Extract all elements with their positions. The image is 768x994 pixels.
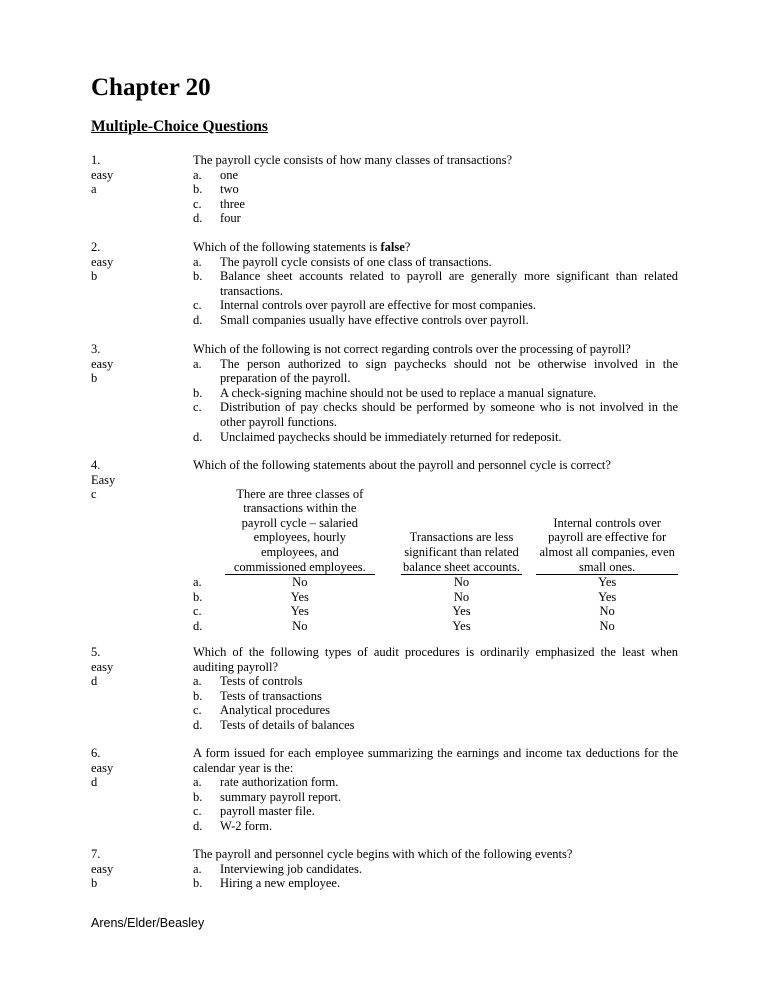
option-text: one bbox=[220, 167, 239, 182]
option-letter: d. bbox=[193, 618, 203, 633]
option bbox=[193, 819, 678, 834]
matrix-header: Transactions are less significant than related balance sheet accounts. bbox=[401, 530, 523, 575]
option-text: W-2 form. bbox=[220, 818, 273, 833]
option-text: two bbox=[220, 182, 239, 197]
option-text: Tests of controls bbox=[220, 674, 303, 689]
option-letter: b. bbox=[193, 385, 203, 400]
question-1 bbox=[91, 153, 678, 226]
matrix-cell: No bbox=[292, 618, 308, 633]
answer-matrix bbox=[193, 487, 678, 634]
option-letter: b. bbox=[193, 688, 203, 703]
question-meta bbox=[91, 847, 181, 891]
option-letter: a. bbox=[193, 356, 202, 371]
option bbox=[193, 775, 678, 790]
option-text: The payroll cycle consists of one class of transactions. bbox=[220, 254, 492, 269]
option-text: Analytical procedures bbox=[220, 703, 331, 718]
question-meta bbox=[91, 153, 181, 197]
option-letter: c. bbox=[193, 804, 202, 819]
option bbox=[193, 182, 678, 197]
option bbox=[193, 255, 678, 270]
matrix-cell: Yes bbox=[598, 589, 617, 604]
matrix-header-row bbox=[220, 487, 678, 576]
matrix-cell: No bbox=[599, 618, 615, 633]
option-letter: d. bbox=[193, 818, 203, 833]
option-text: Distribution of pay checks should be performed by someone who is not involved in the other payroll functions. bbox=[220, 400, 678, 429]
option-letter: b. bbox=[193, 789, 203, 804]
option bbox=[193, 269, 678, 298]
option bbox=[193, 386, 678, 401]
matrix-cell: No bbox=[453, 575, 470, 590]
option-text: Unclaimed paychecks should be immediately returned for redeposit. bbox=[220, 429, 562, 444]
page-footer: Arens/Elder/Beasley bbox=[91, 916, 205, 930]
option bbox=[193, 211, 678, 226]
option bbox=[193, 876, 678, 891]
option-text: four bbox=[220, 211, 241, 226]
option-letter: b. bbox=[193, 269, 203, 284]
option-letter: a. bbox=[193, 861, 202, 876]
option-letter: d. bbox=[193, 312, 203, 327]
option bbox=[193, 689, 678, 704]
option-text: Tests of transactions bbox=[220, 688, 322, 703]
option bbox=[193, 703, 678, 718]
option-text: Tests of details of balances bbox=[220, 717, 355, 732]
question-meta bbox=[91, 240, 181, 284]
matrix-cell: Yes bbox=[290, 589, 309, 604]
option bbox=[193, 804, 678, 819]
option-text: Interviewing job candidates. bbox=[220, 861, 362, 876]
question-number: 5. bbox=[91, 645, 101, 659]
option-text: Balance sheet accounts related to payroll are generally more significant than related transactions. bbox=[220, 269, 678, 298]
question-meta bbox=[91, 458, 181, 502]
question-stem: Which of the following types of audit procedures is ordinarily emphasized the least when auditing payroll? bbox=[193, 645, 678, 674]
option-letter: c. bbox=[193, 703, 202, 718]
matrix-cell: No bbox=[453, 589, 470, 604]
question-answer: b bbox=[91, 269, 98, 284]
question-6 bbox=[91, 746, 678, 834]
question-number: 2. bbox=[91, 240, 101, 254]
matrix-row bbox=[193, 619, 678, 634]
option-letter: c. bbox=[193, 400, 202, 415]
option-letter: a. bbox=[193, 674, 202, 689]
option-text: The person authorized to sign paychecks should not be otherwise involved in the preparation of the payroll. bbox=[220, 356, 678, 386]
option bbox=[193, 298, 678, 313]
question-number: 1. bbox=[91, 153, 101, 167]
matrix-header: There are three classes of transactions within the payroll cycle – salaried employees, hourly employees, and commissioned employees. bbox=[225, 487, 375, 576]
option-letter: b. bbox=[193, 876, 203, 891]
question-2 bbox=[91, 240, 678, 328]
option bbox=[193, 790, 678, 805]
option-letter: a. bbox=[193, 775, 202, 790]
question-meta bbox=[91, 342, 181, 386]
matrix-cell: No bbox=[599, 604, 615, 619]
option-letter: d. bbox=[193, 211, 203, 226]
matrix-row bbox=[193, 604, 678, 619]
question-number: 7. bbox=[91, 847, 101, 861]
option-text: Internal controls over payroll are effective for most companies. bbox=[220, 298, 536, 313]
matrix-cell: Yes bbox=[598, 575, 617, 590]
matrix-cell: Yes bbox=[452, 604, 471, 619]
question-answer: b bbox=[91, 371, 98, 386]
option-text: three bbox=[220, 196, 245, 211]
option-letter: d. bbox=[193, 429, 203, 444]
question-stem: The payroll cycle consists of how many classes of transactions? bbox=[193, 153, 513, 167]
question-answer: c bbox=[91, 487, 97, 502]
matrix-row bbox=[193, 590, 678, 605]
option-text: summary payroll report. bbox=[220, 789, 342, 804]
question-difficulty: easy bbox=[91, 254, 114, 269]
matrix-cell: No bbox=[292, 575, 308, 590]
option bbox=[193, 400, 678, 429]
question-difficulty: easy bbox=[91, 760, 114, 775]
stem-text: Which of the following statements is bbox=[193, 240, 381, 254]
question-stem: The payroll and personnel cycle begins with which of the following events? bbox=[193, 847, 573, 861]
option-letter: c. bbox=[193, 604, 202, 619]
question-number: 3. bbox=[91, 342, 101, 356]
option bbox=[193, 197, 678, 212]
question-answer: d bbox=[91, 775, 98, 790]
question-number: 6. bbox=[91, 746, 101, 760]
stem-text: ? bbox=[404, 240, 411, 254]
question-5 bbox=[91, 645, 678, 733]
question-answer: a bbox=[91, 182, 97, 197]
question-answer: d bbox=[91, 674, 98, 689]
option-text: rate authorization form. bbox=[220, 775, 339, 790]
matrix-cell: Yes bbox=[452, 618, 471, 633]
question-difficulty: easy bbox=[91, 659, 114, 674]
question-stem bbox=[193, 240, 678, 255]
question-4 bbox=[91, 458, 678, 634]
question-difficulty: easy bbox=[91, 356, 114, 371]
option bbox=[193, 674, 678, 689]
chapter-title: Chapter 20 bbox=[91, 74, 211, 101]
option-letter: d. bbox=[193, 717, 203, 732]
option bbox=[193, 357, 678, 386]
question-answer: b bbox=[91, 876, 98, 891]
stem-emphasis: false bbox=[380, 240, 405, 254]
option-text: A check-signing machine should not be used to replace a manual signature. bbox=[220, 385, 597, 400]
question-difficulty: easy bbox=[91, 167, 114, 182]
option-text: Small companies usually have effective controls over payroll. bbox=[220, 312, 529, 327]
question-meta bbox=[91, 645, 181, 689]
option-text: payroll master file. bbox=[220, 804, 315, 819]
question-7 bbox=[91, 847, 678, 891]
question-3 bbox=[91, 342, 678, 444]
option-letter: b. bbox=[193, 182, 203, 197]
matrix-header: Internal controls over payroll are effective for almost all companies, even small ones. bbox=[536, 516, 678, 575]
option-letter: a. bbox=[193, 167, 202, 182]
question-difficulty: Easy bbox=[91, 472, 116, 487]
matrix-cell: Yes bbox=[290, 604, 309, 619]
option-letter: b. bbox=[193, 589, 203, 604]
section-title: Multiple-Choice Questions bbox=[91, 118, 268, 135]
option-letter: a. bbox=[193, 575, 202, 590]
option bbox=[193, 718, 678, 733]
question-stem: A form issued for each employee summarizing the earnings and income tax deductions for the calendar year is the: bbox=[193, 746, 678, 775]
option-letter: c. bbox=[193, 298, 202, 313]
option bbox=[193, 313, 678, 328]
option bbox=[193, 862, 678, 877]
question-number: 4. bbox=[91, 458, 101, 472]
option-text: Hiring a new employee. bbox=[220, 876, 341, 891]
question-difficulty: easy bbox=[91, 861, 114, 876]
question-stem: Which of the following statements about the payroll and personnel cycle is correct? bbox=[193, 458, 611, 472]
option bbox=[193, 168, 678, 183]
option bbox=[193, 430, 678, 445]
matrix-row bbox=[193, 575, 678, 590]
option-letter: a. bbox=[193, 254, 202, 269]
option-letter: c. bbox=[193, 196, 202, 211]
question-stem: Which of the following is not correct regarding controls over the processing of payroll? bbox=[193, 342, 631, 356]
question-meta bbox=[91, 746, 181, 790]
